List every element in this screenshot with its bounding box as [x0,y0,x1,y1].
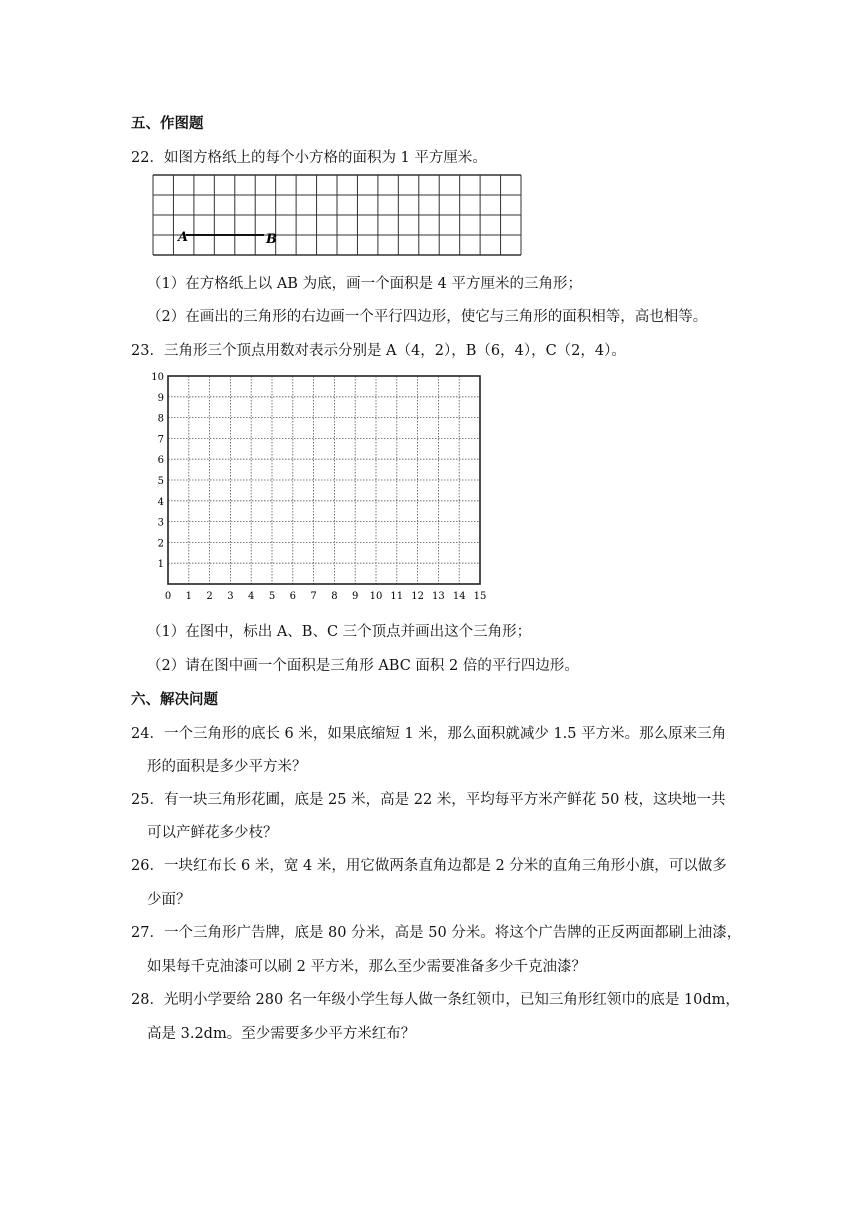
x-tick-label: 10 [369,591,383,602]
x-tick-label: 6 [289,591,296,602]
grid-paper-q22 [152,174,522,257]
y-tick-label: 3 [157,517,164,529]
question-22-stem: 22．如图方格纸上的每个小方格的面积为 1 平方厘米。 [131,150,487,166]
question-23-stem: 23．三角形三个顶点用数对表示分别是 A（4，2），B（6，4），C（2，4）。 [131,343,626,359]
x-tick-label: 12 [411,591,424,602]
point-b-label: B [266,232,277,247]
question-24-line1: 24．一个三角形的底长 6 米，如果底缩短 1 米，那么面积就减少 1.5 平方米。那么原来三角 [131,726,727,742]
y-tick-label: 1 [157,559,164,571]
question-26-line2: 少面？ [147,892,191,908]
section-title-drawing: 五、作图题 [131,116,204,132]
question-26-line1: 26．一块红布长 6 米，宽 4 米，用它做两条直角边都是 2 分米的直角三角形小旗，可以做多 [131,858,727,874]
x-tick-label: 0 [164,591,172,602]
y-tick-label: 4 [157,496,164,508]
y-tick-label: 5 [157,476,164,487]
y-tick-label: 2 [157,538,164,550]
x-tick-label: 15 [473,591,487,602]
x-tick-label: 5 [268,591,276,602]
question-22-sub1: （1）在方格纸上以 AB 为底，画一个面积是 4 平方厘米的三角形； [147,276,583,292]
question-27-line1: 27．一个三角形广告牌，底是 80 分米，高是 50 分米。将这个广告牌的正反两面都刷上油漆， [131,925,742,941]
question-22-sub2: （2）在画出的三角形的右边画一个平行四边形，使它与三角形的面积相等，高也相等。 [147,309,708,325]
question-27-line2: 如果每千克油漆可以刷 2 平方米，那么至少需要准备多少千克油漆？ [147,959,586,975]
y-tick-label: 8 [157,413,164,425]
question-28-line2: 高是 3.2dm。至少需要多少平方米红布？ [147,1026,416,1042]
x-tick-label: 3 [227,591,234,602]
x-tick-label: 8 [331,591,338,602]
y-tick-label: 9 [157,392,164,404]
coordinate-grid-q23 [148,372,490,602]
question-28-line1: 28．光明小学要给 280 名一年级小学生每人做一条红领巾，已知三角形红领巾的底是 10dm， [131,992,740,1008]
x-tick-label: 4 [248,591,255,602]
question-25-line1: 25．有一块三角形花圃，底是 25 米，高是 22 米，平均每平方米产鲜花 50 枝，这块地一共 [131,792,726,808]
question-24-line2: 形的面积是多少平方米？ [147,759,307,775]
y-tick-label: 7 [157,434,164,446]
x-tick-label: 1 [185,591,192,602]
x-tick-label: 13 [432,591,445,602]
x-tick-label: 11 [390,591,404,602]
point-a-label: A [178,230,189,245]
x-tick-label: 7 [310,591,317,602]
x-tick-label: 2 [206,591,213,602]
question-23-sub1: （1）在图中，标出 A、B、C 三个顶点并画出这个三角形； [147,624,532,640]
y-tick-label: 6 [157,455,164,467]
x-tick-label: 14 [452,591,466,602]
x-tick-label: 9 [352,591,359,602]
question-25-line2: 可以产鲜花多少枝？ [147,825,278,841]
section-title-problems: 六、解决问题 [131,692,218,708]
question-23-sub2: （2）请在图中画一个面积是三角形 ABC 面积 2 倍的平行四边形。 [147,658,579,674]
y-tick-label: 10 [151,372,164,383]
